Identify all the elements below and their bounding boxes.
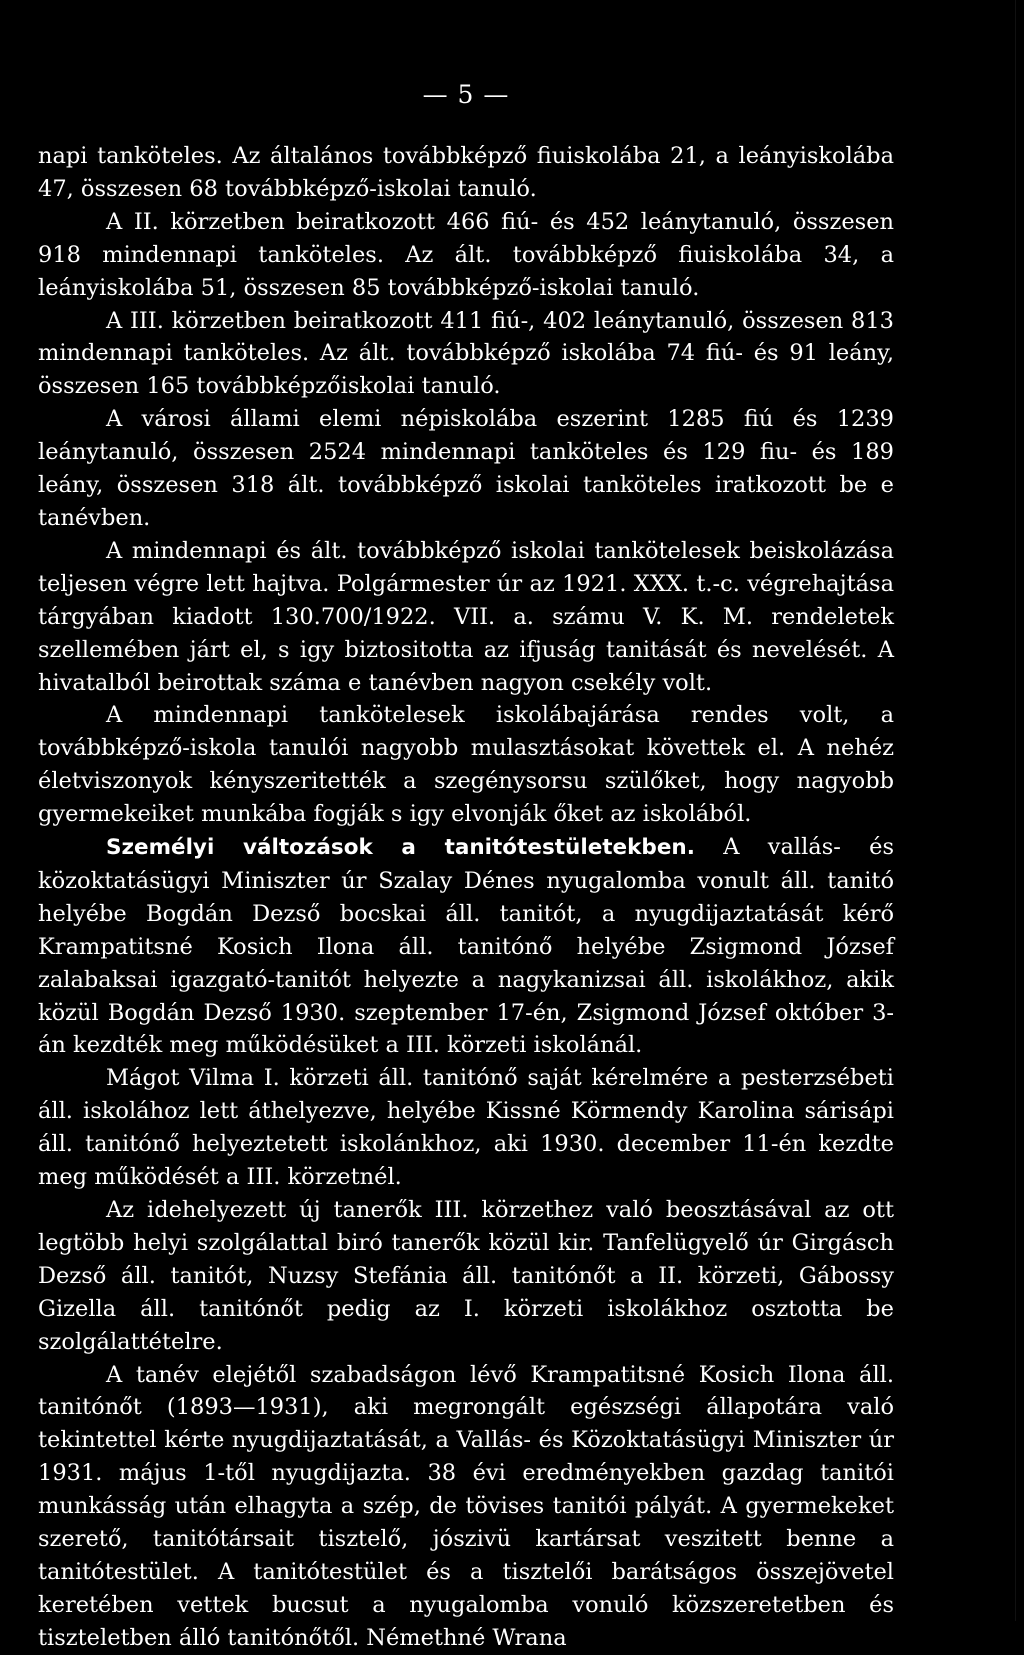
body-text: [38, 140, 894, 1655]
section-intro-text: A vallás- és közoktatásügyi Miniszter úr Szalay Dénes nyugalomba vonult áll. tanitó helyébe Bogdán Dezső bocskai áll. tanitót, a nyugdijaztatását kérő Krampatitsné Kosich Ilona áll. tanitónő helyébe Zsigmond József zalabaksai igazgató-tanitót helyezte a nagykanizsai áll. iskolákhoz, akik közül Bogdán Dezső 1930. szeptember 17-én, Zsigmond József október 3-án kezdték meg működésüket a III. körzeti iskolánál.: [38, 834, 895, 1059]
section-heading: Személyi változások a tanitótestületekben.: [106, 835, 695, 861]
paragraph-enrollment: A mindennapi és ált. továbbképző iskolai tankötelesek beiskolázása teljesen végre lett hajtva. Polgármester úr az 1921. XXX. t.-c. végrehajtása tárgyában kiadott 130.700/1922. VII. a. számu V. K. M. rendeletek szellemében járt el, s igy biztositotta az ifjuság tanitását és nevelését. A hivatalból beirottak száma e tanévben nagyon csekély volt.: [38, 537, 894, 696]
page-number: — 5 —: [422, 80, 510, 109]
paragraph-continuation: napi tanköteles. Az általános továbbképző fiuiskolába 21, a leányiskolába 47, összesen 68 továbbképző-iskolai tanuló.: [38, 143, 894, 202]
section-personnel-changes: [38, 831, 894, 1062]
paragraph-district-2: A II. körzetben beiratkozott 466 fiú- és 452 leánytanuló, összesen 918 mindennapi tanköteles. Az ált. továbbképző fiuiskolába 34, a leányiskolába 51, összesen 85 továbbképző-iskolai tanuló.: [38, 208, 894, 301]
paragraph-transfer: Mágot Vilma I. körzeti áll. tanitónő saját kérelmére a pesterzsébeti áll. iskolához lett áthelyezve, helyébe Kissné Körmendy Karolina sárisápi áll. tanitónő helyeztetett iskolánkhoz, aki 1930. december 11-én kezdte meg működését a III. körzetnél.: [38, 1065, 894, 1191]
paragraph-retirement: A tanév elejétől szabadságon lévő Krampatitsné Kosich Ilona áll. tanitónőt (1893—1931), aki megrongált egészségi állapotára való tekintettel kérte nyugdijaztatását, a Vallás- és Közoktatásügyi Miniszter úr 1931. május 1-től nyugdijazta. 38 évi eredményekben gazdag tanitói munkásság után elhagyta a szép, de tövises tanitói pályát. A gyermekeket szerető, tanitótársait tisztelő, jószivü kartársat veszitett benne a tanitótestület. A tanitótestület és a tisztelői barátságos összejövetel keretében vettek bucsut a nyugalomba vonuló közszeretetben és tiszteletben álló tanitónőtől. Némethné Wrana: [38, 1361, 894, 1651]
paragraph-district-3: A III. körzetben beiratkozott 411 fiú-, 402 leánytanuló, összesen 813 mindennapi tanköteles. Az ált. továbbképző iskolába 74 fiú- és 91 leány, összesen 165 továbbképzőiskolai tanuló.: [38, 307, 894, 400]
paragraph-attendance: A mindennapi tankötelesek iskolábajárása rendes volt, a továbbképző-iskola tanulói nagyobb mulasztásokat követtek el. A nehéz életviszonyok kényszeritették a szegénysorsu szülőket, hogy nagyobb gyermekeiket munkába fogják s igy elvonják őket az iskolából.: [38, 702, 894, 828]
page-edge-divider: [1015, 0, 1024, 1621]
paragraph-city-totals: A városi állami elemi népiskolába eszerint 1285 fiú és 1239 leánytanuló, összesen 2524 mindennapi tanköteles és 129 fiu- és 189 leány, összesen 318 ált. továbbképző iskolai tanköteles iratkozott be e tanévben.: [38, 406, 894, 531]
paragraph-assignments: Az idehelyezett új tanerők III. körzethez való beosztásával az ott legtöbb helyi szolgálattal biró tanerők közül kir. Tanfelügyelő úr Girgásch Dezső áll. tanitót, Nuzsy Stefánia áll. tanitónőt a II. körzeti, Gábossy Gizella áll. tanitónőt pedig az I. körzeti iskolákhoz osztotta be szolgálattételre.: [38, 1197, 894, 1355]
